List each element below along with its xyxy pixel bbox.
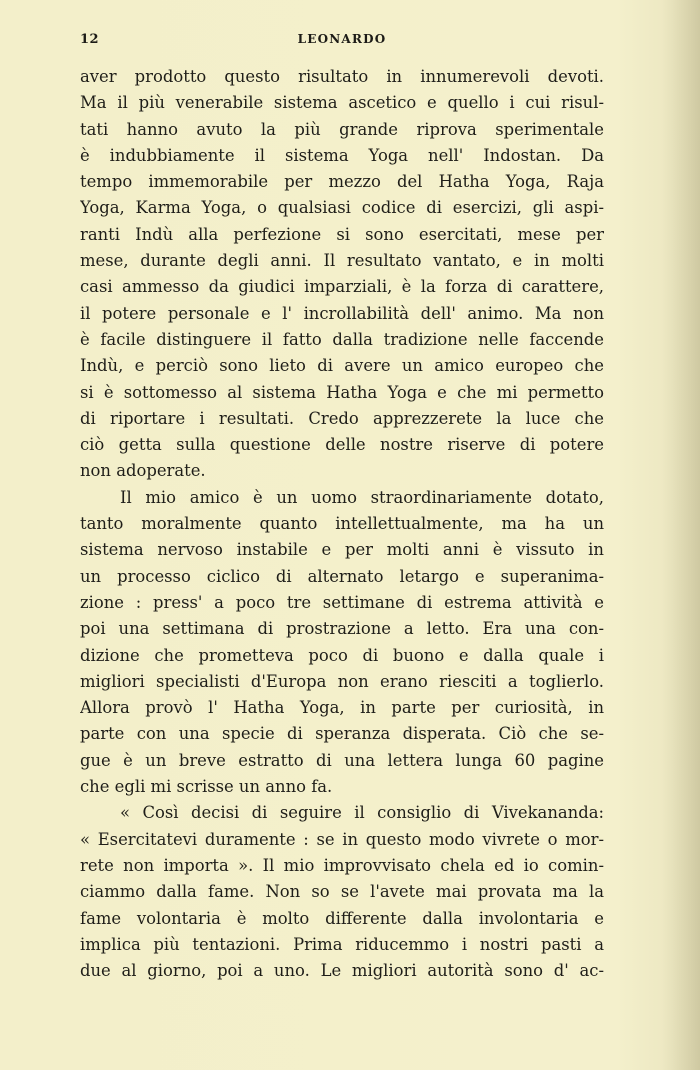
text-line: tempo immemorabile per mezzo del Hatha Yoga, Raja xyxy=(80,172,604,192)
text-line: è indubbiamente il sistema Yoga nell' Indostan. Da xyxy=(80,145,604,165)
text-line: un processo ciclico di alternato letargo e superanima- xyxy=(80,566,604,586)
text-line: che egli mi scrisse un anno fa. xyxy=(80,777,333,797)
text-line: Allora provò l' Hatha Yoga, in parte per curiosità, in xyxy=(80,698,604,718)
text-line: aver prodotto questo risultato in innumerevoli devoti. xyxy=(80,67,604,86)
page-gutter-shadow xyxy=(662,0,700,1070)
body-text xyxy=(80,64,604,984)
text-line: tanto moralmente quanto intellettualmente, ma ha un xyxy=(80,514,604,534)
running-title: LEONARDO xyxy=(297,32,387,46)
text-line: mese, durante degli anni. Il resultato vantato, e in molti xyxy=(80,251,604,271)
text-line: Yoga, Karma Yoga, o qualsiasi codice di esercizi, gli aspi- xyxy=(80,198,604,218)
text-line: rete non importa ». Il mio improvvisato chela ed io comin- xyxy=(80,855,604,875)
text-line: è facile distinguere il fatto dalla tradizione nelle faccende xyxy=(80,329,604,349)
text-line: gue è un breve estratto di una lettera lunga 60 pagine xyxy=(80,750,604,770)
text-line: « Esercitatevi duramente : se in questo modo vivrete o mor- xyxy=(80,829,604,849)
text-line: casi ammesso da giudici imparziali, è la forza di carattere, xyxy=(80,277,604,297)
text-line: tati hanno avuto la più grande riprova sperimentale xyxy=(80,119,604,139)
text-line: fame volontaria è molto differente dalla involontaria e xyxy=(80,908,604,928)
text-line: non adoperate. xyxy=(80,461,206,481)
text-line: Indù, e perciò sono lieto di avere un amico europeo che xyxy=(80,356,604,376)
text-line: Ma il più venerabile sistema ascetico e quello i cui risul- xyxy=(80,93,604,113)
text-line: migliori specialisti d'Europa non erano riesciti a toglierlo. xyxy=(80,671,604,691)
text-line: implica più tentazioni. Prima riducemmo i nostri pasti a xyxy=(80,934,604,954)
text-line: poi una settimana di prostrazione a letto. Era una con- xyxy=(80,619,604,639)
text-line: Il mio amico è un uomo straordinariamente dotato, xyxy=(120,487,604,507)
page-header xyxy=(80,32,604,52)
text-line: sistema nervoso instabile e per molti anni è vissuto in xyxy=(80,540,604,560)
text-line: « Così decisi di seguire il consiglio di Vivekananda: xyxy=(120,803,604,823)
text-line: ciammo dalla fame. Non so se l'avete mai provata ma la xyxy=(80,882,604,902)
text-line: ranti Indù alla perfezione si sono esercitati, mese per xyxy=(80,224,604,244)
text-line: si è sottomesso al sistema Hatha Yoga e che mi permetto xyxy=(80,382,604,402)
text-line: due al giorno, poi a uno. Le migliori autorità sono d' ac- xyxy=(80,961,604,981)
page-number: 12 xyxy=(80,32,100,47)
text-line: zione : press' a poco tre settimane di estrema attività e xyxy=(80,592,604,612)
text-line: ciò getta sulla questione delle nostre riserve di potere xyxy=(80,435,604,455)
text-line: parte con una specie di speranza disperata. Ciò che se- xyxy=(80,724,604,744)
text-line: dizione che prometteva poco di buono e dalla quale i xyxy=(80,645,604,665)
text-line: il potere personale e l' incrollabilità dell' animo. Ma non xyxy=(80,303,604,323)
text-line: di riportare i resultati. Credo apprezzerete la luce che xyxy=(80,408,604,428)
